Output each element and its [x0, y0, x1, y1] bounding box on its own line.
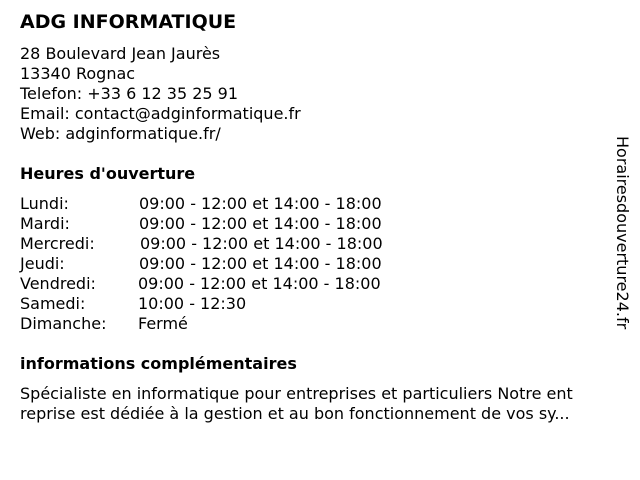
time-value: Fermé	[138, 314, 188, 333]
time-value: 09:00 - 12:00 et 14:00 - 18:00	[139, 214, 382, 233]
day-label: Samedi:	[20, 294, 86, 313]
email-line: Email: contact@adginformatique.fr	[20, 104, 301, 123]
time-value: 10:00 - 12:30	[138, 294, 247, 313]
business-name: ADG INFORMATIQUE	[20, 11, 237, 33]
address-street: 28 Boulevard Jean Jaurès	[20, 44, 221, 63]
watermark-text: Horairesdouverture24.fr	[613, 136, 632, 330]
info-line-2: reprise est dédiée à la gestion et au bon fonctionnement de vos sy...	[20, 404, 570, 423]
info-heading: informations complémentaires	[20, 354, 297, 373]
day-label: Mardi:	[20, 214, 70, 233]
contact-block	[20, 44, 301, 144]
web-line: Web: adginformatique.fr/	[20, 124, 221, 143]
day-label: Vendredi:	[20, 274, 96, 293]
info-description	[20, 384, 625, 424]
day-label: Dimanche:	[20, 314, 107, 333]
info-line-1: Spécialiste en informatique pour entreprises et particuliers Notre ent	[20, 384, 573, 403]
time-value: 09:00 - 12:00 et 14:00 - 18:00	[140, 234, 383, 253]
day-label: Lundi:	[20, 194, 69, 213]
time-value: 09:00 - 12:00 et 14:00 - 18:00	[139, 194, 382, 213]
hours-heading: Heures d'ouverture	[20, 164, 196, 183]
day-label: Jeudi:	[20, 254, 65, 273]
time-value: 09:00 - 12:00 et 14:00 - 18:00	[139, 254, 382, 273]
address-city: 13340 Rognac	[20, 64, 136, 83]
phone-line: Telefon: +33 6 12 35 25 91	[20, 84, 239, 103]
time-value: 09:00 - 12:00 et 14:00 - 18:00	[138, 274, 381, 293]
day-label: Mercredi:	[20, 234, 95, 253]
